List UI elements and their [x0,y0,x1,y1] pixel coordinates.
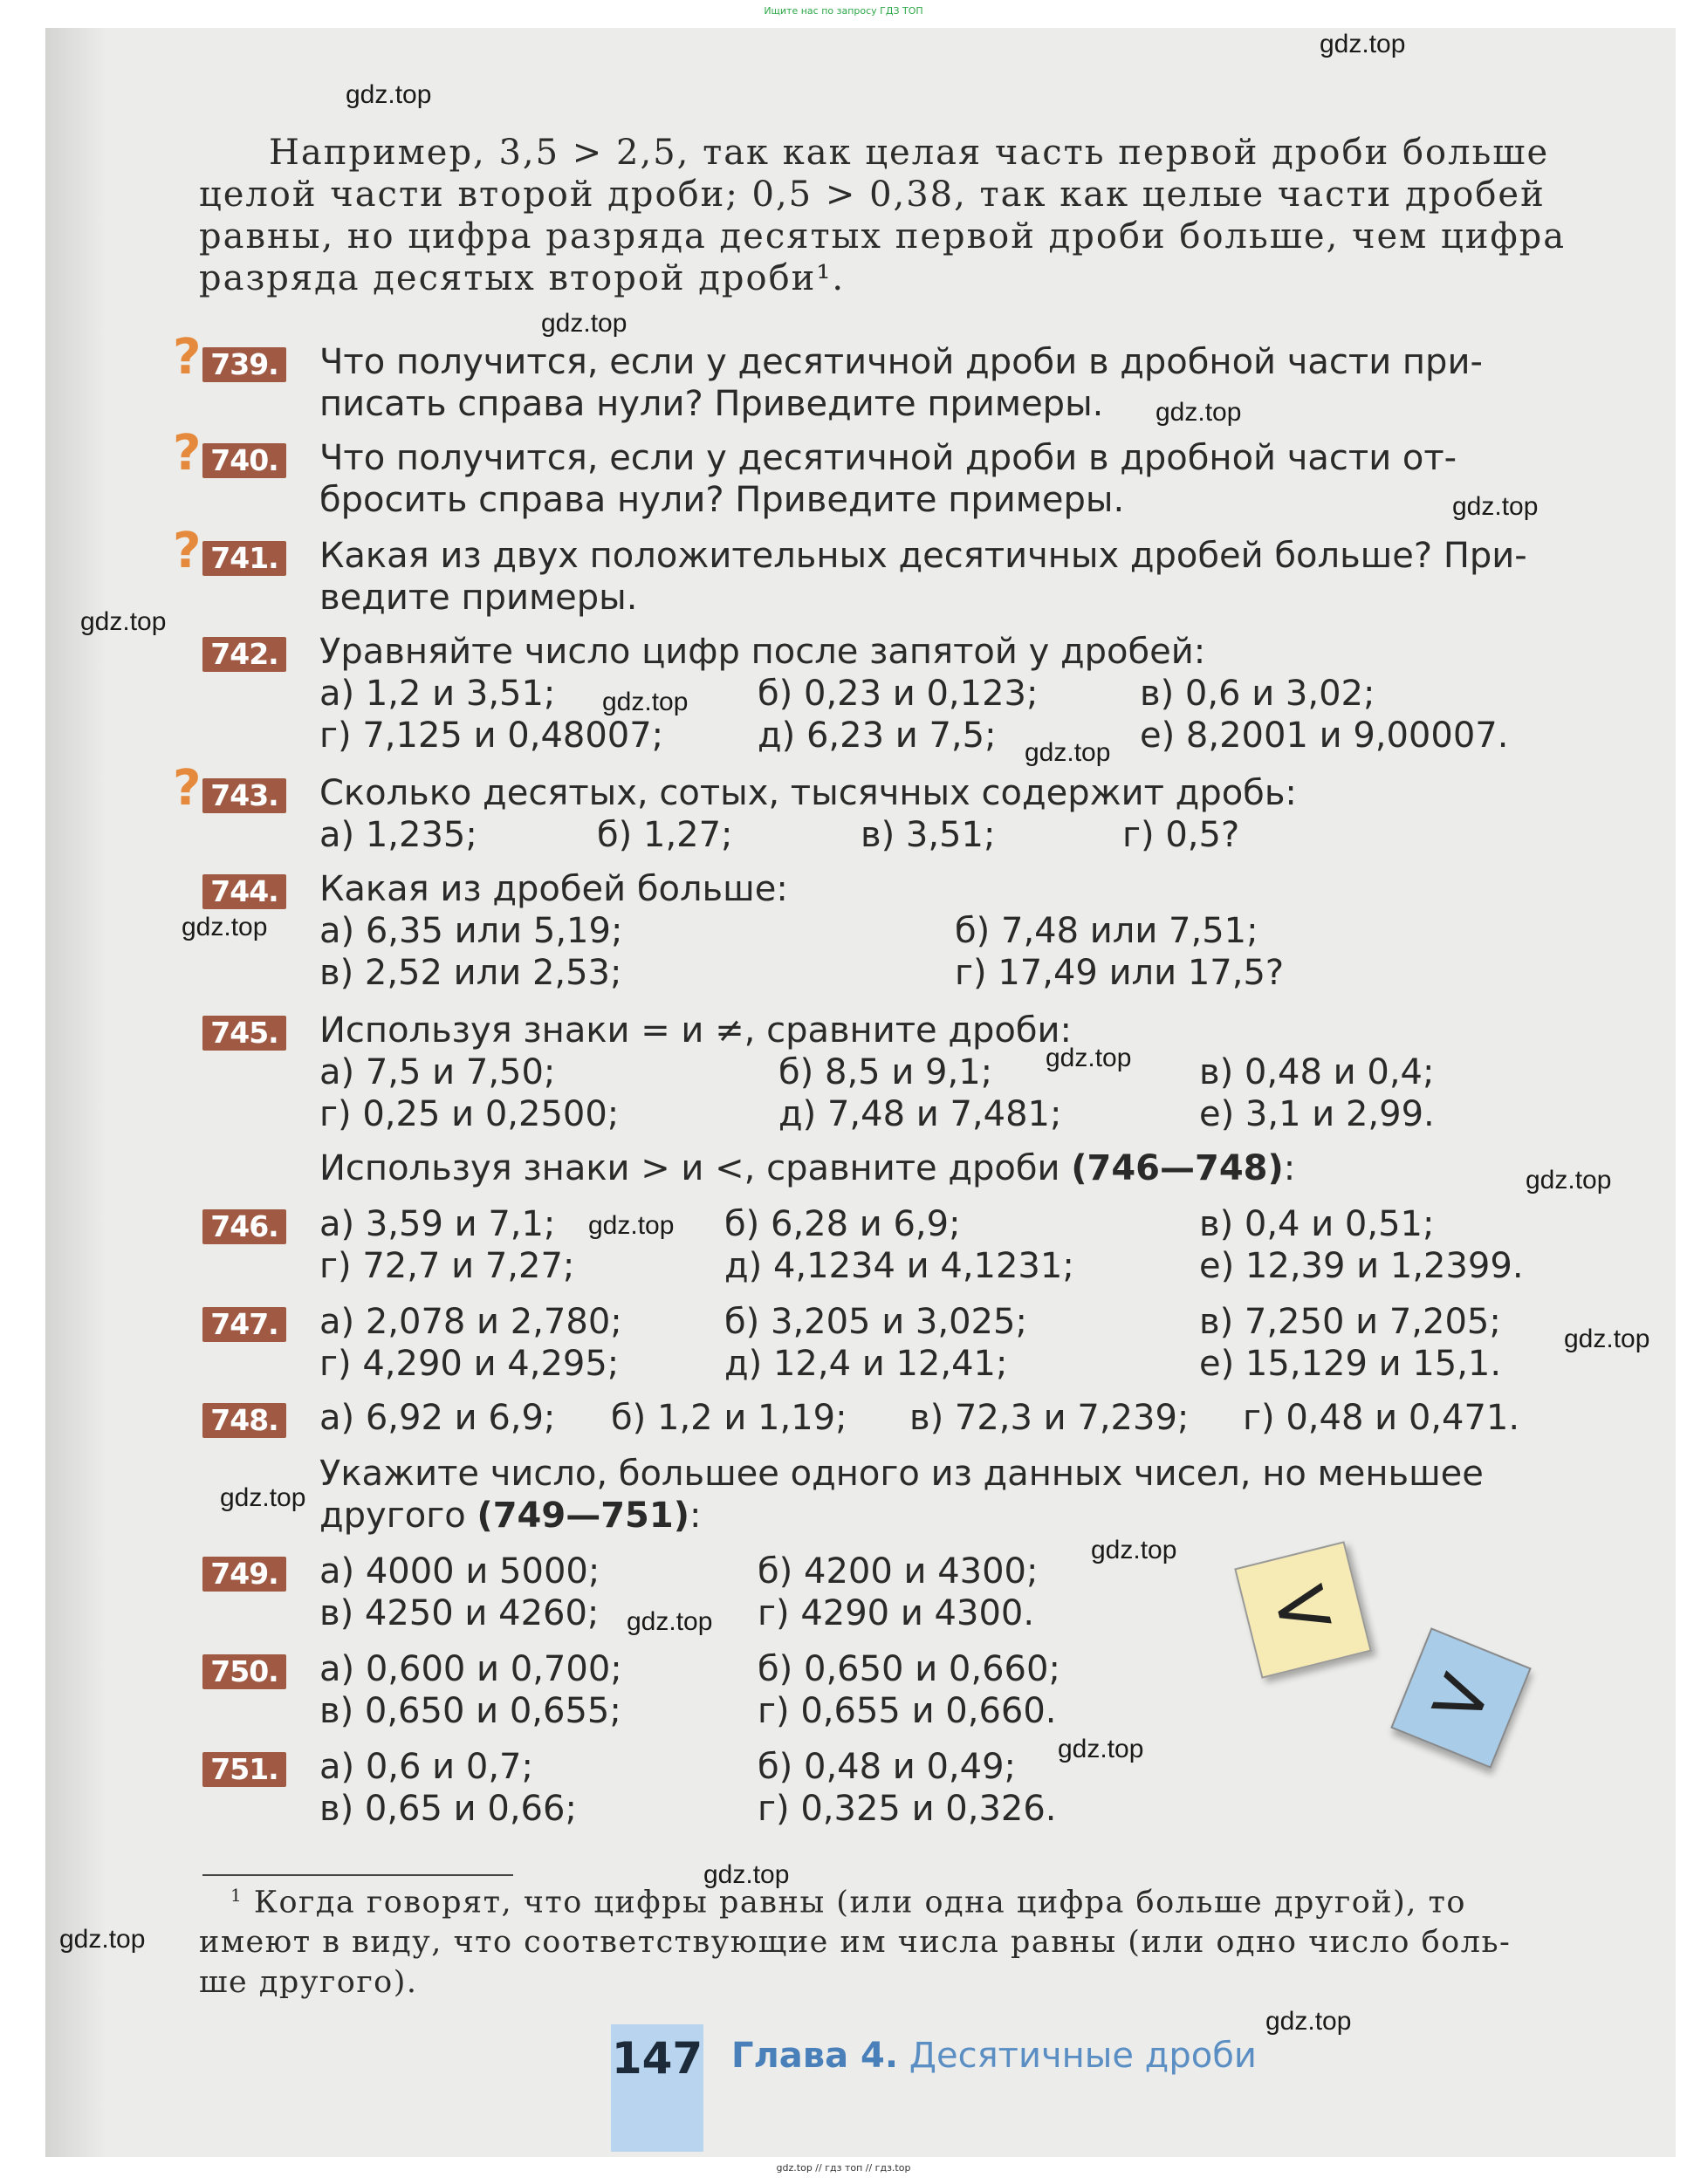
exercise-item: е) 8,2001 и 9,00007. [1140,715,1509,756]
exercise-item: г) 4,290 и 4,295; [319,1344,620,1384]
watermark: gdz.top [1058,1735,1144,1763]
exercise-text: Что получится, если у десятичной дроби в дробной части при- [319,342,1483,382]
watermark: gdz.top [1025,738,1111,767]
bottom-notice: gdz.top // гдз топ // гдз.top [776,2162,911,2174]
exercise-item: а) 7,5 и 7,50; [319,1052,556,1092]
exercise-item: г) 0,655 и 0,660. [758,1691,1057,1731]
question-mark-icon: ? [173,760,202,817]
exercise-item: а) 4000 и 5000; [319,1551,600,1592]
exercise-item: в) 0,65 и 0,66; [319,1789,577,1829]
exercise-item: г) 72,7 и 7,27; [319,1246,575,1286]
question-mark-icon: ? [173,523,202,579]
exercise-item: а) 1,235; [319,815,477,855]
page-number: 147 [611,2033,703,2084]
exercise-item: г) 0,25 и 0,2500; [319,1094,620,1134]
footnote-line: ше другого). [199,1965,418,2000]
exercise-number: 747. [202,1307,286,1342]
exercise-item: а) 0,600 и 0,700; [319,1649,622,1689]
question-mark-icon: ? [173,329,202,386]
watermark: gdz.top [541,309,627,338]
exercise-item: б) 3,205 и 3,025; [724,1302,1027,1342]
exercise-text: Что получится, если у десятичной дроби в дробной части от- [319,438,1457,478]
question-mark-icon: ? [173,425,202,482]
exercise-item: б) 1,2 и 1,19; [611,1398,847,1438]
exercise-text: бросить справа нули? Приведите примеры. [319,480,1125,520]
footnote-divider [202,1874,513,1876]
exercise-number: 750. [202,1654,286,1689]
exercise-item: г) 0,325 и 0,326. [758,1789,1057,1829]
footnote-text: Когда говорят, что цифры равны (или одна цифра больше другой), то [253,1885,1466,1920]
exercise-number: 748. [202,1403,286,1438]
exercise-item: в) 0,6 и 3,02; [1140,674,1375,714]
instruction-text: другого [319,1496,466,1536]
chapter-title [731,2036,1257,2076]
top-notice: Ищите нас по запросу ГДЗ ТОП [764,5,923,17]
exercise-item: б) 4200 и 4300; [758,1551,1039,1592]
exercise-item: б) 7,48 или 7,51; [955,911,1258,951]
exercise-number: 743. [202,778,286,813]
exercise-item: в) 72,3 и 7,239; [909,1398,1190,1438]
exercise-number: 751. [202,1752,286,1787]
exercise-item: д) 12,4 и 12,41; [724,1344,1008,1384]
watermark: gdz.top [602,688,689,716]
intro-line: разряда десятых второй дроби¹. [199,258,846,298]
watermark: gdz.top [346,80,432,109]
exercise-item: б) 0,23 и 0,123; [758,674,1039,714]
exercise-item: в) 7,250 и 7,205; [1199,1302,1501,1342]
exercise-item: а) 1,2 и 3,51; [319,674,556,714]
chapter-label: Глава 4. [731,2036,899,2076]
exercise-item: е) 15,129 и 15,1. [1199,1344,1502,1384]
intro-line: Например, 3,5 > 2,5, так как целая часть первой дроби больше [269,133,1550,173]
exercise-number: 745. [202,1016,286,1051]
footnote-line [230,1885,1466,1920]
exercise-item: б) 1,27; [597,815,733,855]
exercise-item: г) 7,125 и 0,48007; [319,715,664,756]
watermark: gdz.top [182,913,268,941]
watermark: gdz.top [588,1211,675,1240]
watermark: gdz.top [1046,1044,1132,1072]
watermark: gdz.top [703,1860,790,1889]
watermark: gdz.top [627,1607,713,1636]
exercise-text: писать справа нули? Приведите примеры. [319,384,1104,424]
watermark: gdz.top [1156,398,1242,427]
exercise-item: г) 0,48 и 0,471. [1243,1398,1520,1438]
exercise-number: 746. [202,1209,286,1244]
instruction-text: Используя знаки > и <, сравните дроби [319,1148,1060,1188]
intro-line: равны, но цифра разряда десятых первой дроби больше, чем цифра [199,216,1567,257]
exercise-text: Уравняйте число цифр после запятой у дробей: [319,632,1206,672]
watermark: gdz.top [1452,492,1539,521]
colon: : [1283,1148,1296,1188]
exercise-text: Какая из двух положительных десятичных дробей больше? При- [319,536,1527,576]
exercise-item: д) 4,1234 и 4,1231; [724,1246,1074,1286]
exercise-number: 740. [202,443,286,478]
intro-line: целой части второй дроби; 0,5 > 0,38, так как целые части дробей [199,175,1546,215]
exercise-item: г) 4290 и 4300. [758,1593,1035,1633]
exercise-item: г) 0,5? [1122,815,1240,855]
chapter-name: Десятичные дроби [909,2036,1257,2076]
exercise-item: а) 3,59 и 7,1; [319,1204,556,1244]
footnote-marker: 1 [230,1885,243,1906]
exercise-item: б) 0,650 и 0,660; [758,1649,1060,1689]
exercise-number: 742. [202,637,286,672]
footnote-line: имеют в виду, что соответствующие им числа равны (или одно число боль- [199,1925,1512,1960]
watermark: gdz.top [1265,2007,1352,2036]
exercise-text: Используя знаки = и ≠, сравните дроби: [319,1010,1072,1051]
instruction-text [319,1496,701,1536]
exercise-item: а) 0,6 и 0,7; [319,1747,533,1787]
instruction-text [319,1148,1295,1188]
exercise-item: б) 8,5 и 9,1; [778,1052,993,1092]
exercise-item: д) 6,23 и 7,5; [758,715,997,756]
exercise-text: Сколько десятых, сотых, тысячных содержит дробь: [319,773,1297,813]
exercise-item: в) 3,51; [861,815,996,855]
watermark: gdz.top [59,1925,146,1954]
greater-than-card-icon: > [1390,1627,1531,1768]
exercise-item: а) 6,92 и 6,9; [319,1398,556,1438]
range-label: (749—751) [477,1496,689,1536]
watermark: gdz.top [1564,1325,1650,1353]
exercise-item: в) 4250 и 4260; [319,1593,600,1633]
exercise-item: б) 0,48 и 0,49; [758,1747,1017,1787]
colon: : [689,1496,702,1536]
exercise-number: 739. [202,347,286,382]
exercise-number: 741. [202,541,286,576]
watermark: gdz.top [1091,1536,1177,1564]
exercise-text: ведите примеры. [319,578,638,618]
watermark: gdz.top [220,1483,306,1512]
exercise-item: в) 0,48 и 0,4; [1199,1052,1435,1092]
less-than-card-icon: < [1234,1541,1372,1679]
watermark: gdz.top [1320,30,1406,58]
exercise-item: в) 0,650 и 0,655; [319,1691,621,1731]
exercise-item: д) 7,48 и 7,481; [778,1094,1062,1134]
exercise-item: б) 6,28 и 6,9; [724,1204,961,1244]
exercise-item: е) 3,1 и 2,99. [1199,1094,1435,1134]
exercise-number: 749. [202,1557,286,1592]
instruction-text: Укажите число, большее одного из данных чисел, но меньшее [319,1454,1484,1494]
exercise-text: Какая из дробей больше: [319,869,788,909]
watermark: gdz.top [80,607,167,636]
exercise-item: а) 2,078 и 2,780; [319,1302,622,1342]
watermark: gdz.top [1526,1166,1612,1195]
exercise-item: в) 0,4 и 0,51; [1199,1204,1435,1244]
exercise-number: 744. [202,874,286,909]
exercise-item: г) 17,49 или 17,5? [955,953,1285,993]
exercise-item: в) 2,52 или 2,53; [319,953,622,993]
exercise-item: е) 12,39 и 1,2399. [1199,1246,1524,1286]
range-label: (746—748) [1071,1148,1284,1188]
exercise-item: а) 6,35 или 5,19; [319,911,623,951]
page-spine-shadow [45,28,106,2157]
